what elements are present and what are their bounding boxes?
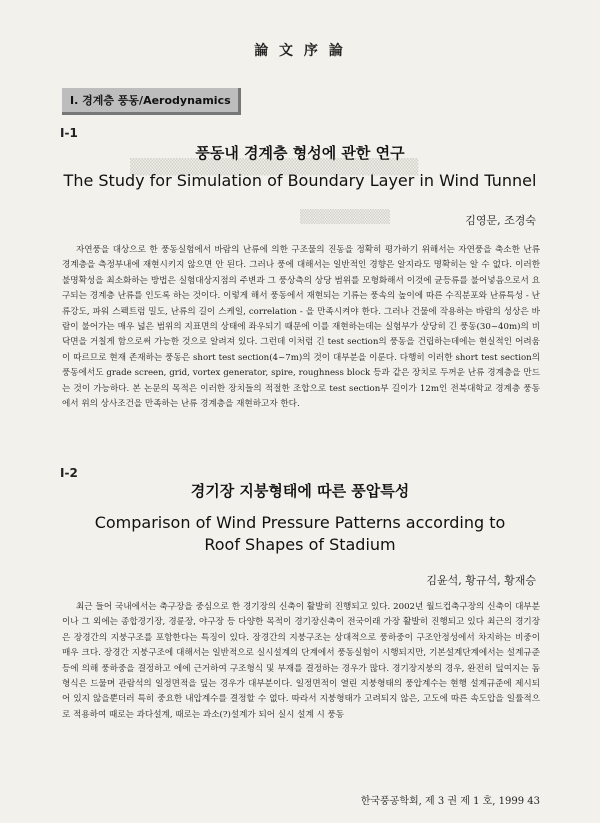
bleed-through-decoration: ▒▒▒▒▒▒▒▒▒▒▒▒▒▒▒▒▒▒▒▒▒▒▒▒▒ [130,158,419,176]
article-authors: 김영문, 조경숙 [465,214,536,227]
bleed-through-decoration: ▒▒▒▒▒▒▒▒▒ [300,210,390,225]
article-number: I-2 [60,466,78,480]
article-number: I-1 [60,126,78,140]
running-title: 論 文 序 論 [254,43,346,59]
article-authors: 김윤석, 황규석, 황재승 [426,574,536,587]
article-title-korean: 경기장 지붕형태에 따른 풍압특성 [190,482,410,500]
section-heading-bar [62,88,241,115]
article-title-english: The Study for Simulation of Boundary Layer in Wind Tunnel [63,171,537,190]
journal-footer: 한국풍공학회, 제 3 권 제 1 호, 1999 43 [360,796,540,807]
article-title-korean: 풍동내 경계층 형성에 관한 연구 [195,144,405,162]
article-title-english: Comparison of Wind Pressure Patterns according to Roof Shapes of Stadium [94,513,506,554]
article-abstract: 자연풍을 대상으로 한 풍동실험에서 바람의 난류에 의한 구조물의 진동을 정확히 평가하기 위해서는 자연풍을 축소한 난류 경계층을 측정부내에 재현시키지 않으면 안 된다. 그러나 풍에 대해서는 일반적인 경향은 알지라도 명확히는 알 수 없다. 이러한 불명확성을 최소화하는 방법은 실험대상지점의 주변과 그 풍상측의 상당 범위를 모형화해서 이것에 균등류를 불어넣음으로서 요구되는 경계층 난류를 인도록 하는 것이다. 이렇게 해서 풍동에서 재현되는 기류는 풍속의 높이에 따른 수직분포와 난류특성 - 난류강도, 파워 스펙트럼 밀도, 난류의 길이 스케일, correlation - 을 만족시켜야 한다. 그러나 건물에 작용하는 바람의 성상은 바람이 불어가는 매우 넓은 범위의 지표면의 상태에 좌우되기 때문에 이를 재현하는데는 실험부가 상당히 긴 풍동(30~40m)의 비닥면을 거칠게 함으로써 가능한 것으로 알려져 있다. 그런데 이처럼 긴 test section의 풍동을 건립하는데에는 현실적인 어려움이 따르므로 현재 존재하는 풍동은 short test section(4~7m)의 것이 대부분을 이룬다. 다행히 이러한 short test section의 풍동에서도 grade screen, grid, vortex generator, spire, roughness block 등과 같은 장치로 두꺼운 난류 경계층을 만드는 것이 가능하다. 본 논문의 목적은 이러한 장치들의 적절한 조합으로 test section부 길이가 12m인 전북대학교 경계층 풍동에서 위의 상사조건을 만족하는 난류 경계층을 재현하고자 한다. [62,245,540,410]
article-abstract: 최근 들어 국내에서는 축구장을 중심으로 한 경기장의 신축이 활발히 진행되고 있다. 2002년 월드컵축구장의 신축이 대부분이나 그 외에는 종합경기장, 경륜장, 야구장 등 다양한 목적이 경기장신축이 전국이래 가장 활발히 진행되고 있다 최근의 경기장은 장경간의 지붕구조를 포함한다는 특징이 있다. 장경간의 지붕구조는 상대적으로 풍하중이 구조안정성에서 차지하는 비중이 매우 크다. 장경간 지붕구조에 대해서는 일반적으로 실시설계의 단계에서 풍동실험이 시행되지만, 기본설계단계에서는 설계규준 등에 의해 풍하중을 결정하고 에에 근거하여 구조형식 및 부재를 결정하는 경우가 많다. 경기장지붕의 경우, 완전히 덮여지는 돔형식은 드물며 관람석의 일정면적을 덮는 경우가 대부분이다. 일정면적이 열린 지붕형태의 풍압계수는 현행 설계규준에 제시되어 있지 않을뿐더러 특히 중요한 내압계수를 결정할 수 없다. 따라서 지붕형태가 고려되지 않은, 고도에 따른 속도압을 일률적으로 적용하여 때로는 과다설계, 때로는 과소(?)설계가 되어 실시 설계 시 풍동 [62,602,540,720]
section-heading-label: I. 경계층 풍동/Aerodynamics [70,94,231,107]
